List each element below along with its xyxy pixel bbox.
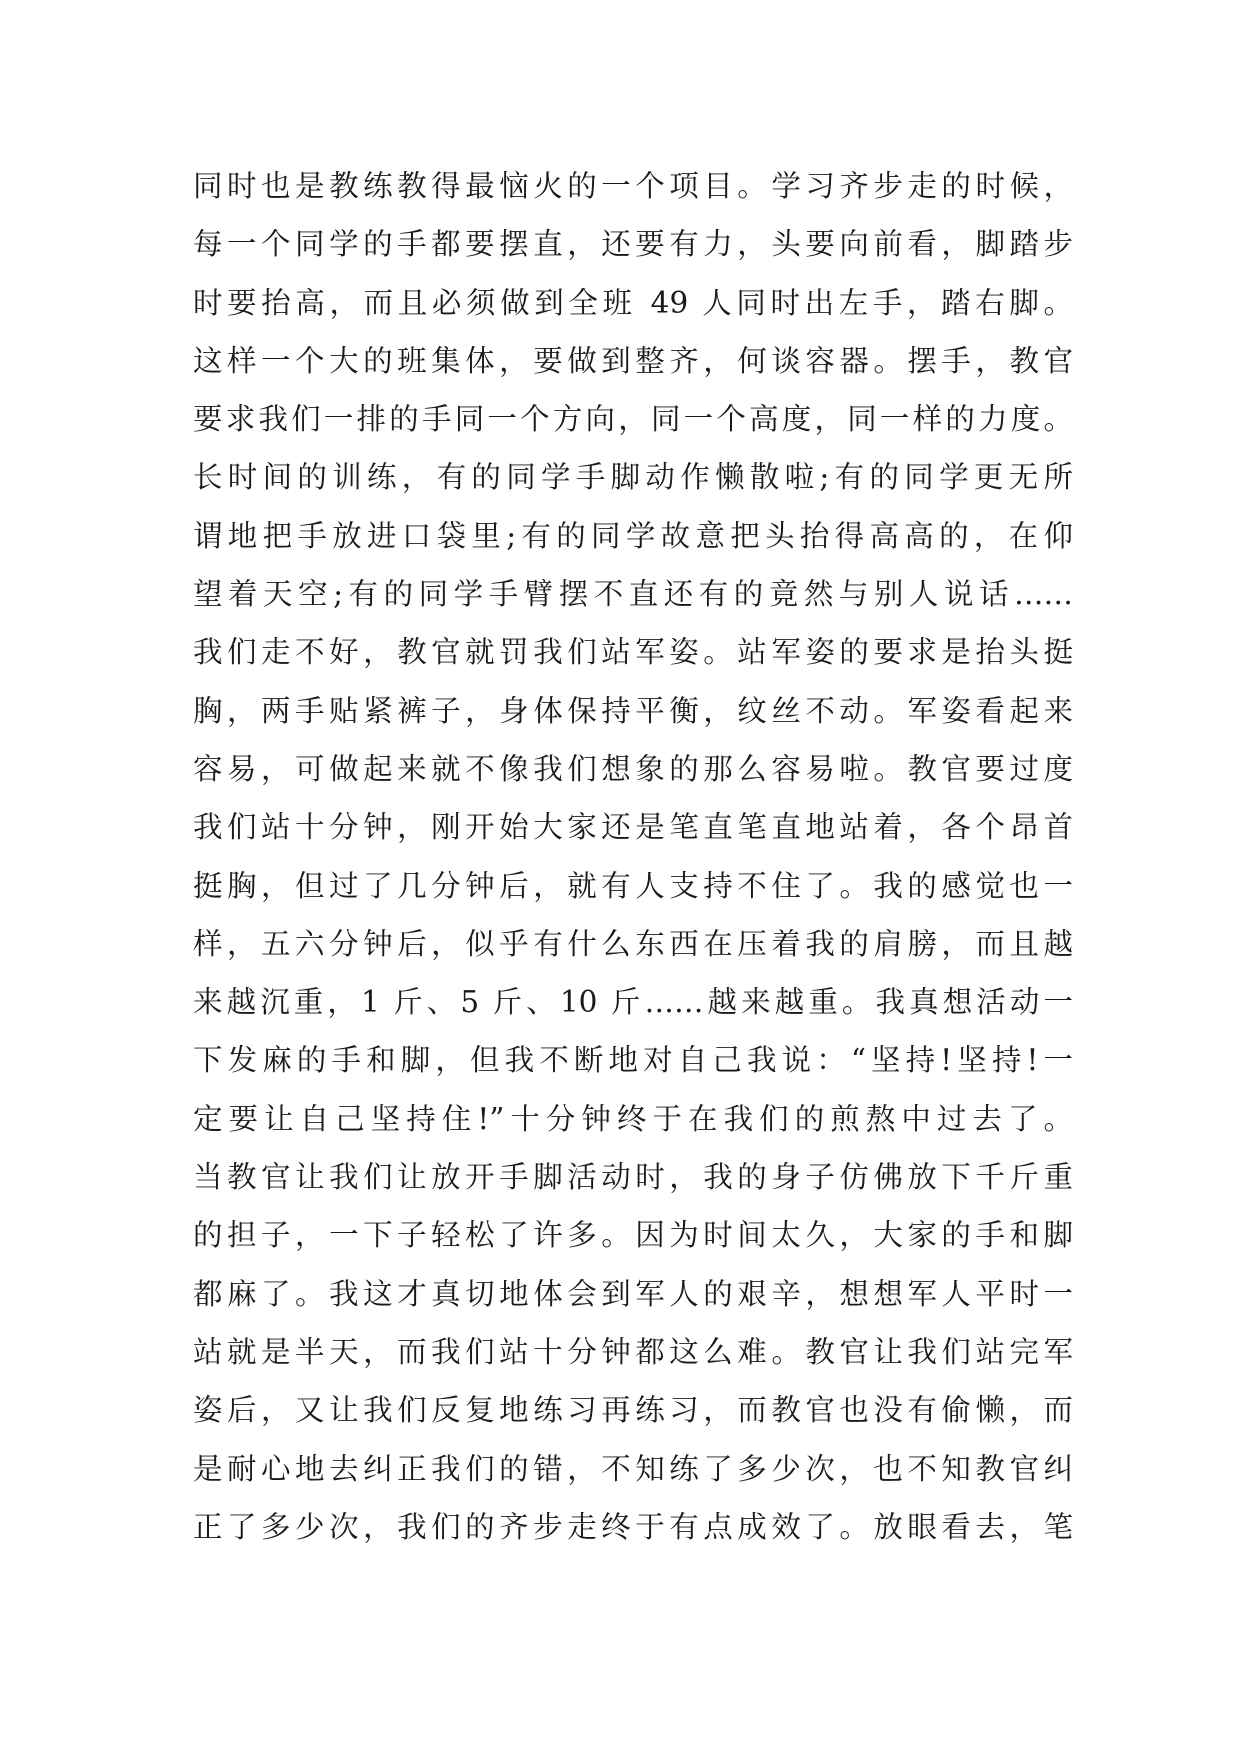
text-line: 我们走不好，教官就罚我们站军姿。站军姿的要求是抬头挺 xyxy=(193,635,1073,670)
text-line: 时要抬高，而且必须做到全班 49 人同时出左手，踏右脚。 xyxy=(193,285,1073,320)
text-line: 长时间的训练，有的同学手脚动作懒散啦;有的同学更无所 xyxy=(193,460,1073,495)
text-line: 每一个同学的手都要摆直，还要有力，头要向前看，脚踏步 xyxy=(193,227,1073,262)
body-text xyxy=(193,157,1073,1556)
text-line: 正了多少次，我们的齐步走终于有点成效了。放眼看去，笔 xyxy=(193,1509,1073,1544)
text-line: 容易，可做起来就不像我们想象的那么容易啦。教官要过度 xyxy=(193,751,1073,786)
text-line: 挺胸，但过了几分钟后，就有人支持不住了。我的感觉也一 xyxy=(193,868,1073,903)
text-line: 姿后，又让我们反复地练习再练习，而教官也没有偷懒，而 xyxy=(193,1393,1073,1428)
text-line: 的担子，一下子轻松了许多。因为时间太久，大家的手和脚 xyxy=(193,1218,1073,1253)
text-line: 定要让自己坚持住!”十分钟终于在我们的煎熬中过去了。 xyxy=(193,1101,1073,1136)
text-line: 来越沉重，1 斤、5 斤、10 斤……越来越重。我真想活动一 xyxy=(193,985,1073,1020)
text-line: 胸，两手贴紧裤子，身体保持平衡，纹丝不动。军姿看起来 xyxy=(193,693,1073,728)
text-line: 样，五六分钟后，似乎有什么东西在压着我的肩膀，而且越 xyxy=(193,926,1073,961)
text-line: 下发麻的手和脚，但我不断地对自己我说：“坚持!坚持!一 xyxy=(193,1043,1073,1078)
text-line: 谓地把手放进口袋里;有的同学故意把头抬得高高的，在仰 xyxy=(193,518,1073,553)
text-line: 同时也是教练教得最恼火的一个项目。学习齐步走的时候， xyxy=(193,169,1073,203)
text-line: 这样一个大的班集体，要做到整齐，何谈容器。摆手，教官 xyxy=(193,343,1073,378)
text-line: 要求我们一排的手同一个方向，同一个高度，同一样的力度。 xyxy=(193,402,1073,437)
text-line: 望着天空;有的同学手臂摆不直还有的竟然与别人说话…… xyxy=(193,577,1073,612)
text-line: 都麻了。我这才真切地体会到军人的艰辛，想想军人平时一 xyxy=(193,1276,1073,1311)
text-line: 当教官让我们让放开手脚活动时，我的身子仿佛放下千斤重 xyxy=(193,1160,1073,1195)
text-line: 是耐心地去纠正我们的错，不知练了多少次，也不知教官纠 xyxy=(193,1451,1073,1486)
text-line: 我们站十分钟，刚开始大家还是笔直笔直地站着，各个昂首 xyxy=(193,810,1073,845)
text-line: 站就是半天，而我们站十分钟都这么难。教官让我们站完军 xyxy=(193,1334,1073,1369)
